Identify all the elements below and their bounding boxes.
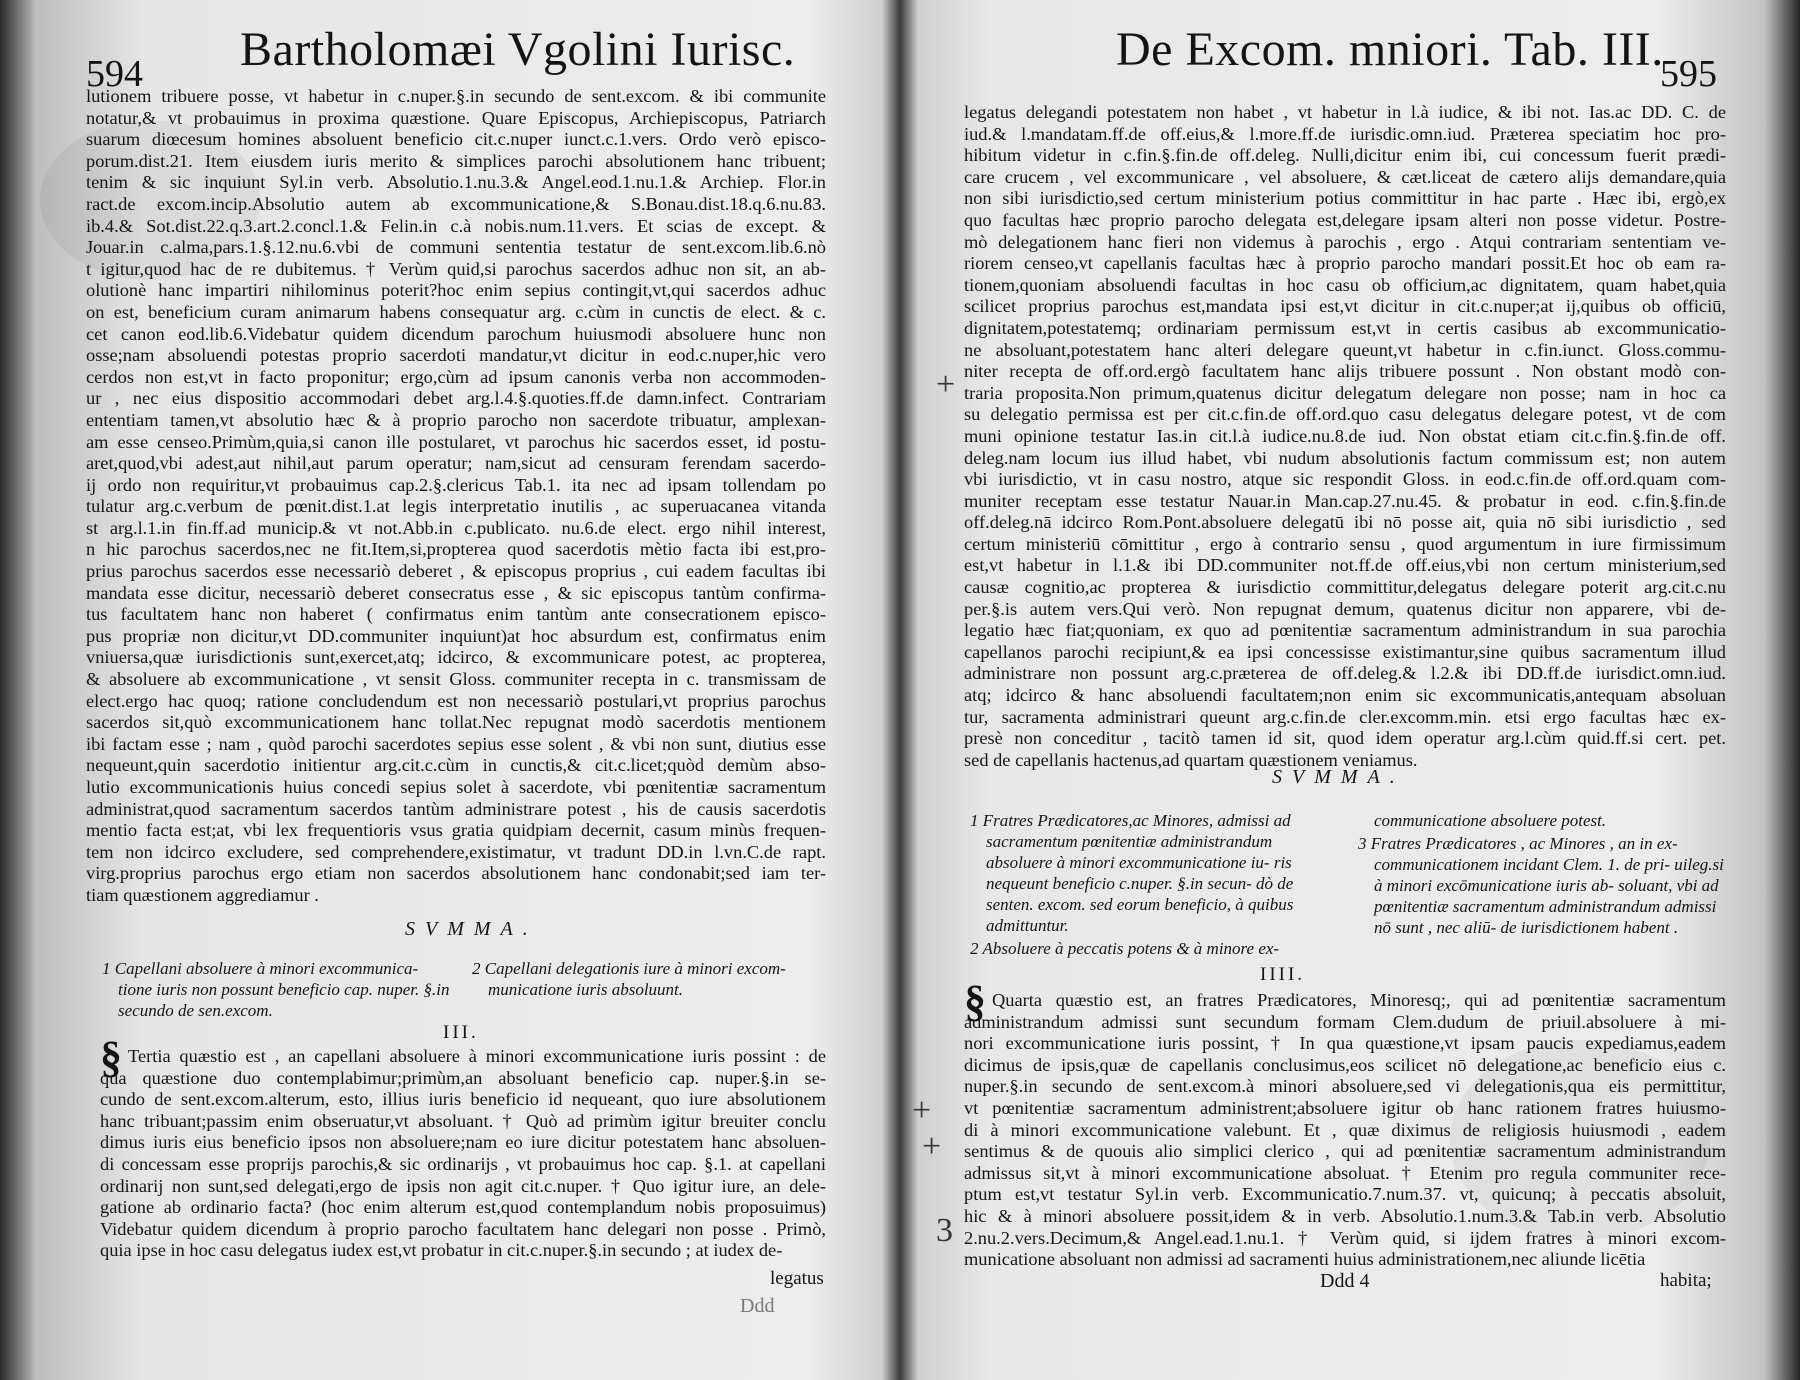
text-line	[86, 410, 826, 432]
text-line	[86, 820, 826, 842]
line-text: di à minori excommunicatione valebunt. Et , quæ diximus de religiosis huiusmodi , eadem	[964, 1119, 1726, 1140]
text-line	[964, 728, 1726, 750]
line-text: on est, beneficium curam animarum habens consequatur arg. c.cùm in cunctis de elect. & c.	[86, 301, 826, 322]
text-line	[964, 145, 1726, 167]
text-line	[100, 1132, 826, 1154]
text-line	[964, 1184, 1726, 1206]
summa-item: communicatione absoluere potest.	[1374, 811, 1607, 830]
text-line	[964, 188, 1726, 210]
right-running-header: De Excom. mniori. Tab. III.	[1116, 23, 1664, 76]
line-text: hic & à minori absoluere possit,idem & in verb. Absolutio.1.num.3.& Tab.in verb. Absolutio	[964, 1205, 1726, 1226]
line-text: cundo de sent.excom.alterum, esto, illius iuris beneficio id nequeant, quo iure absolutionem	[100, 1089, 826, 1110]
text-line	[964, 685, 1726, 707]
text-line	[86, 669, 826, 691]
text-line	[86, 604, 826, 626]
line-text: t igitur,quod hac de re dubitemus. † Verùm quid,si parochus sacerdos adhuc non sit, an ab-	[86, 258, 826, 279]
line-text: aret,quod,vbi adest,aut nihil,aut parum operatur; nam,sicut ad censuram ferendam sacerdo-	[86, 453, 826, 474]
line-text: n hic parochus sacerdos,nec ne fit.Item,si,propterea quod sacerdotis mètio facta ibi est,pro-	[86, 539, 826, 560]
line-text: mò delegationem hanc fieri non videmus à parochis , ergo . Atqui contrariam sententiam ve-	[964, 231, 1726, 252]
text-line	[86, 237, 826, 259]
line-text: per.§.is autem vers.Qui verò. Non repugnat demum, quatenus dicitur non apparere, vbi de-	[964, 598, 1726, 619]
line-text: iud.& l.mandatam.ff.de off.eius,& l.more.ff.de iurisdic.omn.iud. Præterea speciatim hoc pro-	[964, 123, 1726, 144]
right-summa-title: SVMMA.	[1272, 766, 1405, 788]
summa-item: 3 Fratres Prædicatores , ac Minores , an in ex- communicationem incidant Clem. 1. de pri- uileg.si à minori excōmunicatione iuris ab- soluant, vbi ad pœnitentiæ sacramentum administrandum admissi nō sunt , nec aliū- de iurisdictionem habent .	[1358, 834, 1724, 937]
line-text: lutio excommunicationis huius concedi sepius solet à sacerdote, vbi pœnitentiæ sacramentum	[86, 777, 826, 797]
line-text: certum ministeriū cōmittitur , ergo à contrario sensu , quod argumentum in iure firmissimum	[964, 533, 1726, 554]
line-text: vniuersa,quæ iurisdictionis sunt,exercet,atq; idcirco, & excommunicare potest, ac propterea,	[86, 647, 826, 668]
line-text: Jouar.in c.alma,pars.1.§.12.nu.6.vbi de communi sententia testatur de sent.excom.lib.6.nò	[86, 237, 826, 258]
left-catchword: legatus	[770, 1268, 824, 1289]
text-line	[964, 620, 1726, 642]
line-text: am esse censeo.Primùm,quia,si canon ille postularet, vt parochus hic sacerdos esset, id postu-	[86, 431, 826, 452]
line-text: hibitum videtur in c.fin.§.fin.de off.deleg. Nulli,dicitur enim ibi, cui concessum fuerit prædi-	[964, 145, 1726, 166]
text-line	[964, 383, 1726, 405]
line-text: riorem censeo,vt capellanis facultas hæc à proprio parocho mandari possit.Et hoc ob eam ra-	[964, 253, 1726, 274]
line-text: ur , nec eius dispositio accommodari debet arg.l.4.§.quoties.ff.de damn.infect. Contrariam	[86, 388, 826, 409]
line-text: mandata esse dicitur, necessariò deberet consecratus esse , & sic episcopus tantùm confirma-	[86, 582, 826, 603]
right-summa-list	[970, 810, 1726, 961]
section-mark: §	[100, 1033, 122, 1082]
line-text: tem non idcirco excludere, sed comprehendere,existimatur, vt tradunt DD.in l.vn.C.de rapt.	[86, 841, 826, 862]
right-page	[900, 0, 1800, 1380]
text-line	[86, 647, 826, 669]
text-line	[86, 216, 826, 238]
text-line	[86, 539, 826, 561]
text-line	[100, 1197, 826, 1219]
line-text: olutionè hanc impartiri nihilominus poterit?hoc enim sepius contingit,vt,qui sacerdos adhuc	[86, 280, 826, 301]
line-text: atq; idcirco & hanc absoluendi facultatem;non enim sic excommunicatis,antequam absoluan	[964, 685, 1726, 706]
line-text: tur, sacramenta administrari queunt arg.c.fin.de cler.excomm.min. etsi ergo facultas hæc ex-	[964, 706, 1726, 727]
line-text: dicimus de ipsis,quæ de capellanis conclusimus,eos scilicet nō delegatione,ac beneficio eius c.	[964, 1054, 1726, 1075]
text-line	[100, 1240, 826, 1262]
line-text: quia ipse in hoc casu delegatus iudex est,vt probatur in cit.c.nuper.§.in secundo ; at iudex de-	[100, 1240, 783, 1261]
text-line	[964, 663, 1726, 685]
line-text: osse;nam absoluendi potestas proprio sacerdoti mandatur,vt dicitur in eod.c.nuper,hic vero	[86, 345, 826, 366]
text-line	[964, 512, 1726, 534]
text-line	[964, 296, 1726, 318]
text-line	[86, 86, 826, 108]
line-text: ptum est,vt testatur Syl.in verb. Excommunicatio.7.num.37. vt, quicunq; à peccatis absoluit,	[964, 1184, 1726, 1205]
line-text: lutionem tribuere posse, vt habetur in c.nuper.§.in secundo de sent.excom. & ibi communite	[86, 86, 826, 106]
text-line	[964, 1206, 1726, 1228]
line-text: & absoluere ab excommunicatione , vt sensit Gloss. communiter recepta in c. transmissam de	[86, 669, 826, 690]
text-line	[86, 345, 826, 367]
text-line	[964, 448, 1726, 470]
line-text: municatione absoluant non admissi ad sacramenti huius administrationem,nec aliunde licētia	[964, 1249, 1646, 1270]
text-line	[86, 151, 826, 173]
line-text: tulatur arg.c.verbum de pœnit.dist.1.at legis interpretatio inutilis , ac superuacanea vitanda	[86, 496, 826, 517]
line-text: causæ cognitio,ac propterea & iurisdictio committitur,delegatus delegare poterit arg.cit.c.nu	[964, 577, 1726, 598]
text-line	[964, 1120, 1726, 1142]
text-line	[86, 561, 826, 583]
line-text: Quarta quæstio est, an fratres Prædicatores, Minoresq;, qui ad pœnitentiæ sacramentum	[992, 990, 1726, 1010]
text-line	[964, 1249, 1726, 1271]
line-text: admissus sit,vt à minori excommunicatione absoluat. † Etenim pro regula communiter rece-	[964, 1162, 1726, 1183]
text-line	[86, 863, 826, 885]
text-line	[964, 124, 1726, 146]
line-text: ibi factam esse ; nam , quòd parochi sacerdotes sepius esse solent , & vbi non sunt, diutius esse	[86, 733, 826, 754]
summa-item: 1 Capellani absoluere à minori excommunica- tione iuris non possunt beneficio cap. nuper. §.in secundo de sen.excom.	[102, 959, 450, 1020]
left-summa-title: SVMMA.	[405, 918, 538, 940]
text-line	[964, 1076, 1726, 1098]
right-section-text	[964, 977, 1726, 1271]
text-line	[86, 799, 826, 821]
left-summa-list	[102, 958, 822, 1023]
text-line	[86, 755, 826, 777]
line-text: tionem,quoniam absoluendi facultas in hoc casu ob officium,ac dignitatem, quam habet,quia	[964, 274, 1726, 295]
line-text: ract.de excom.incip.Absolutio autem ab excommunicatione,& S.Bonau.dist.18.q.6.nu.83.	[86, 193, 826, 214]
text-line	[964, 404, 1726, 426]
text-line	[964, 210, 1726, 232]
line-text: hanc tribuant;passim enim obseruatur,vt absoluant. † Quò ad primùm igitur breuiter conclu	[100, 1110, 826, 1131]
margin-cross-mark: +	[912, 1092, 932, 1129]
line-text: non sibi iurisdictio,sed certum ministerium potius committitur in hac parte . Hæc ibi, ergò,ex	[964, 188, 1726, 209]
text-line	[964, 340, 1726, 362]
line-text: quo facultas hæc proprio parocho delegata est,delegare ipsam alteri non posse videtur. Postre-	[964, 209, 1726, 230]
text-line	[86, 388, 826, 410]
text-line	[964, 534, 1726, 556]
text-line	[86, 367, 826, 389]
left-section-text	[100, 1033, 826, 1262]
line-text: legatus delegandi potestatem non habet , vt habetur in l.à iudice, & ibi not. Ias.ac DD. C. de	[964, 102, 1726, 122]
left-page	[0, 0, 890, 1380]
text-line	[86, 453, 826, 475]
line-text: ne absoluant,potestatem hanc alteri delegare queunt,vt habetur in c.fin.iunct. Gloss.commu-	[964, 339, 1726, 360]
line-text: su delegatio permissa est per cit.c.fin.de off.ord.quo casu delegatus delegare potest, vt de com	[964, 404, 1726, 425]
line-text: nuper.§.in secundo de sent.excom.à minori absoluere,sed vi delegationis,qua eis permittitur,	[964, 1076, 1726, 1097]
margin-number-mark: 3	[936, 1212, 953, 1249]
line-text: suarum diœcesum homines absoluent beneficio cit.c.nuper iunct.c.1.vers. Ordo verò episco-	[86, 129, 826, 150]
left-running-header: Bartholomæi Vgolini Iurisc.	[240, 23, 796, 76]
line-text: gatione ab ordinario facta? (hoc enim alterum est,quod contemplandum nobis proposuimus)	[100, 1197, 826, 1218]
text-line	[100, 1068, 826, 1090]
right-folio: 595	[1660, 53, 1717, 95]
text-line	[964, 577, 1726, 599]
line-text: ij ordo non requiritur,vt probauimus cap.2.§.clericus Tab.1. ita nec ad ipsam tollendam po	[86, 474, 826, 495]
left-body-text	[86, 86, 826, 907]
line-text: sentimus & de quouis alio simplici clerico , qui ad pœnitentiæ sacramentum administrandum	[964, 1141, 1726, 1162]
left-signature: Ddd	[740, 1295, 775, 1317]
text-line	[964, 1163, 1726, 1185]
line-text: virg.proprius parochus ergo etiam non sacerdos absolutionem hanc condonabit;sed iam ter-	[86, 863, 826, 884]
text-line	[86, 108, 826, 130]
section-number: III.	[443, 1022, 479, 1043]
text-line	[86, 734, 826, 756]
line-text: est,vt habetur in l.1.& ibi DD.communiter not.ff.de off.eius,vbi non certum ministerium,sed	[964, 555, 1726, 576]
text-line	[964, 1055, 1726, 1077]
text-line	[86, 712, 826, 734]
line-text: sacerdos sit,quò excommunicationem hanc tollat.Nec repugnat modò sacerdotis mentionem	[86, 712, 826, 733]
line-text: tiam quæstionem aggrediamur .	[86, 884, 319, 905]
line-text: pus propriæ non dicitur,vt DD.communiter inquiunt)at hoc absurdum est, confirmatus enim	[86, 625, 826, 646]
text-line	[86, 777, 826, 799]
line-text: cerdos non est,vt in facto proponitur; ergo,cùm ad ipsum canonis verba non accommoden-	[86, 366, 826, 387]
line-text: ib.4.& Sot.dist.22.q.3.art.2.concl.1.& Felin.in c.à nobis.num.11.vers. Et scias de except. &	[86, 215, 826, 236]
text-line	[86, 302, 826, 324]
line-text: Tertia quæstio est , an capellani absoluere à minori excommunicatione iuris possint : de	[128, 1046, 826, 1066]
line-text: tenim & sic inquiunt Syl.in verb. Absolutio.1.nu.3.& Angel.eod.1.nu.1.& Archiep. Flor.in	[86, 172, 826, 193]
line-text: dignitatem,potestatemq; ordinariam permissum est,vt in certis casibus ab excommunicatio-	[964, 317, 1726, 338]
line-text: 2.nu.2.vers.Decimum,& Angel.ead.1.nu.1. † Verùm quid, si ijdem fratres à minori excom-	[964, 1227, 1726, 1248]
line-text: administrare non possunt arg.c.præterea de off.deleg.& l.2.& ibi DD.ff.de iurisdict.omn.iud.	[964, 663, 1726, 684]
text-line	[964, 232, 1726, 254]
section-number: IIII.	[1260, 964, 1306, 985]
line-text: legatio hæc fiat;quoniam, ex quo ad pœnitentiæ sacramentum administrandum in sua parochia	[964, 620, 1726, 641]
text-line	[86, 475, 826, 497]
line-text: di concessam esse proprijs parochis,& sic ordinarijs , vt probauimus hoc cap. §.1. at capellani	[100, 1153, 826, 1174]
line-text: deleg.nam locum ius illud habet, vbi nudum absolutionis factum commissum est; non autem	[964, 447, 1726, 468]
text-line	[964, 555, 1726, 577]
line-text: administrandum admissi sunt secundum formam Clem.dudum de priuil.absoluere à mi-	[964, 1011, 1726, 1032]
line-text: sed de capellanis hactenus,ad quartam quæstionem veniamus.	[964, 749, 1418, 770]
summa-item: 1 Fratres Prædicatores,ac Minores, admissi ad sacramentum pœnitentiæ administrandum absoluere à minori excommunicatione iu- ris nequeunt beneficio c.nuper. §.in secun- dò de senten. excom. sed eorum beneficio, à quibus admittuntur.	[970, 811, 1294, 935]
margin-cross-mark: +	[922, 1128, 942, 1165]
margin-cross-mark: +	[936, 366, 956, 403]
line-text: prius parochus sacerdos esse necessariò deberet , & episcopus proprius , cui eadem facultas ibi	[86, 561, 826, 582]
line-text: Videbatur quidem dicendum à proprio parocho facultatem hanc delegari non posse . Primò,	[100, 1218, 826, 1239]
text-line	[964, 1033, 1726, 1055]
summa-item: 2 Capellani delegationis iure à minori excom- municatione iuris absoluunt.	[472, 959, 786, 999]
line-text: muni opinione testatur Ias.in cit.l.à iudice.nu.8.de iud. Non obstat etiam cit.c.fin.§.fin.de off.	[964, 425, 1726, 446]
text-line	[964, 642, 1726, 664]
text-line	[964, 1098, 1726, 1120]
line-text: notatur,& vt probauimus in proxima quæstione. Quare Episcopus, Archiepiscopus, Patriarch	[86, 107, 826, 128]
text-line	[86, 691, 826, 713]
text-line	[100, 1219, 826, 1241]
line-text: elect.ergo hac quoq; ratione concludendum est non necessariò postulari,vt proprius parochus	[86, 690, 826, 711]
line-text: administrat,quod sacramentum sacerdos tantùm administrare potest , his de causis sacerdotis	[86, 798, 826, 819]
text-line	[86, 626, 826, 648]
line-text: scilicet proprius parochus est,mandata ipsi est,vt dicitur in cit.c.nuper;at ij,quibus ob officiū,	[964, 296, 1726, 317]
text-line	[86, 885, 826, 907]
line-text: traria proposita.Non primum,quatenus dicitur delegatum delegare non posse; nam in hoc ca	[964, 382, 1726, 403]
text-line	[86, 583, 826, 605]
right-body-text	[964, 102, 1726, 771]
text-line	[100, 1111, 826, 1133]
line-text: cet canon eod.lib.6.Videbatur quidem dicendum parochum huiusmodi absoluere hunc non	[86, 323, 826, 344]
text-line	[86, 129, 826, 151]
summa-item: 2 Absoluere à peccatis potens & à minore ex-	[970, 939, 1280, 958]
text-line	[86, 842, 826, 864]
text-line	[964, 318, 1726, 340]
line-text: nori excommunicatione iuris possint, † In qua quæstione,vt ipsam paucis expediamus,eadem	[964, 1033, 1726, 1054]
text-line	[964, 167, 1726, 189]
text-line	[86, 280, 826, 302]
line-text: ententiam tamen,vt absolutio hæc & à proprio parocho non sacerdote tribuatur, amplexan-	[86, 409, 826, 430]
line-text: capellanos parochi recipiunt,& ea ipsi concessisse existimantur,sine quibus sacramentum illud	[964, 641, 1726, 662]
right-catchword: habita;	[1660, 1270, 1712, 1291]
text-line	[964, 707, 1726, 729]
text-line	[86, 496, 826, 518]
text-line	[964, 361, 1726, 383]
line-text: presè non conceditur , tacitò tamen id sit, quod idem operatur arg.l.cùm quid.ff.si cert. pet.	[964, 728, 1726, 749]
text-line	[86, 518, 826, 540]
line-text: qua quæstione duo contemplabimur;primùm,an absoluant beneficio cap. nuper.§.in se-	[100, 1067, 826, 1088]
text-line	[964, 275, 1726, 297]
line-text: muniter receptam esse testatur Nauar.in Man.cap.27.nu.45. & probatur in eod. c.fin.§.fin.de	[964, 490, 1726, 511]
text-line	[964, 491, 1726, 513]
text-line	[964, 1141, 1726, 1163]
line-text: nequeunt,quin sacerdotio initientur arg.cit.c.cùm in cunctis,& cit.c.licet;quòd demùm abso-	[86, 755, 826, 776]
line-text: porum.dist.21. Item eiusdem iuris merito & simplices parochi absolutionem hanc tribuent;	[86, 150, 826, 171]
line-text: st arg.l.1.in fin.ff.ad municip.& vt not.Abb.in c.publicato. nu.6.de elect. ergo nihil interest,	[86, 517, 826, 538]
text-line	[964, 1012, 1726, 1034]
text-line	[964, 253, 1726, 275]
line-text: niter recepta de off.ord.ergò facultatem hanc alijs tribuere possunt . Non obstant modò con-	[964, 361, 1726, 382]
text-line	[964, 102, 1726, 124]
text-line	[86, 259, 826, 281]
section-mark: §	[964, 977, 986, 1026]
text-line	[964, 1228, 1726, 1250]
text-line	[100, 1089, 826, 1111]
text-line	[86, 432, 826, 454]
text-line	[86, 194, 826, 216]
left-folio: 594	[86, 53, 143, 95]
line-text: dimus iuris eius beneficio ipsos non absoluere;nam eo iure dicitur potestatem hanc absoluen-	[100, 1132, 826, 1153]
text-line	[100, 1154, 826, 1176]
line-text: tus facultatem hanc non haberet ( confirmatus enim tantùm ante consecrationem episco-	[86, 604, 826, 625]
line-text: care crucem , vel excommunicare , vel absoluere, & cæt.liceat de cætero alijs demandare,quia	[964, 166, 1726, 187]
text-line	[86, 172, 826, 194]
text-line	[100, 1176, 826, 1198]
text-line	[964, 599, 1726, 621]
line-text: off.deleg.nā idcirco Rom.Pont.absoluere delegatū ibi nō posse ait, quia nō sibi iurisdictio , sed	[964, 512, 1726, 533]
text-line	[86, 324, 826, 346]
line-text: mentio facta est;at, vbi lex frequentioris vsus gratia quidpiam decernit, casum minùs frequen-	[86, 820, 826, 841]
line-text: ordinarij non sunt,sed delegati,ergo de ipsis non agit cit.c.nuper. † Quo igitur iure, an dele-	[100, 1175, 826, 1196]
line-text: vt pœnitentiæ sacramentum administrent;absoluere igitur ob hanc rationem fratres huiusmo-	[964, 1097, 1726, 1118]
line-text: vbi iurisdictio, vt in casu nostro, atque sic respondit Gloss. in eod.c.fin.de off.ord.quam com-	[964, 469, 1726, 490]
right-signature: Ddd 4	[1320, 1270, 1370, 1292]
text-line	[964, 469, 1726, 491]
text-line	[964, 426, 1726, 448]
